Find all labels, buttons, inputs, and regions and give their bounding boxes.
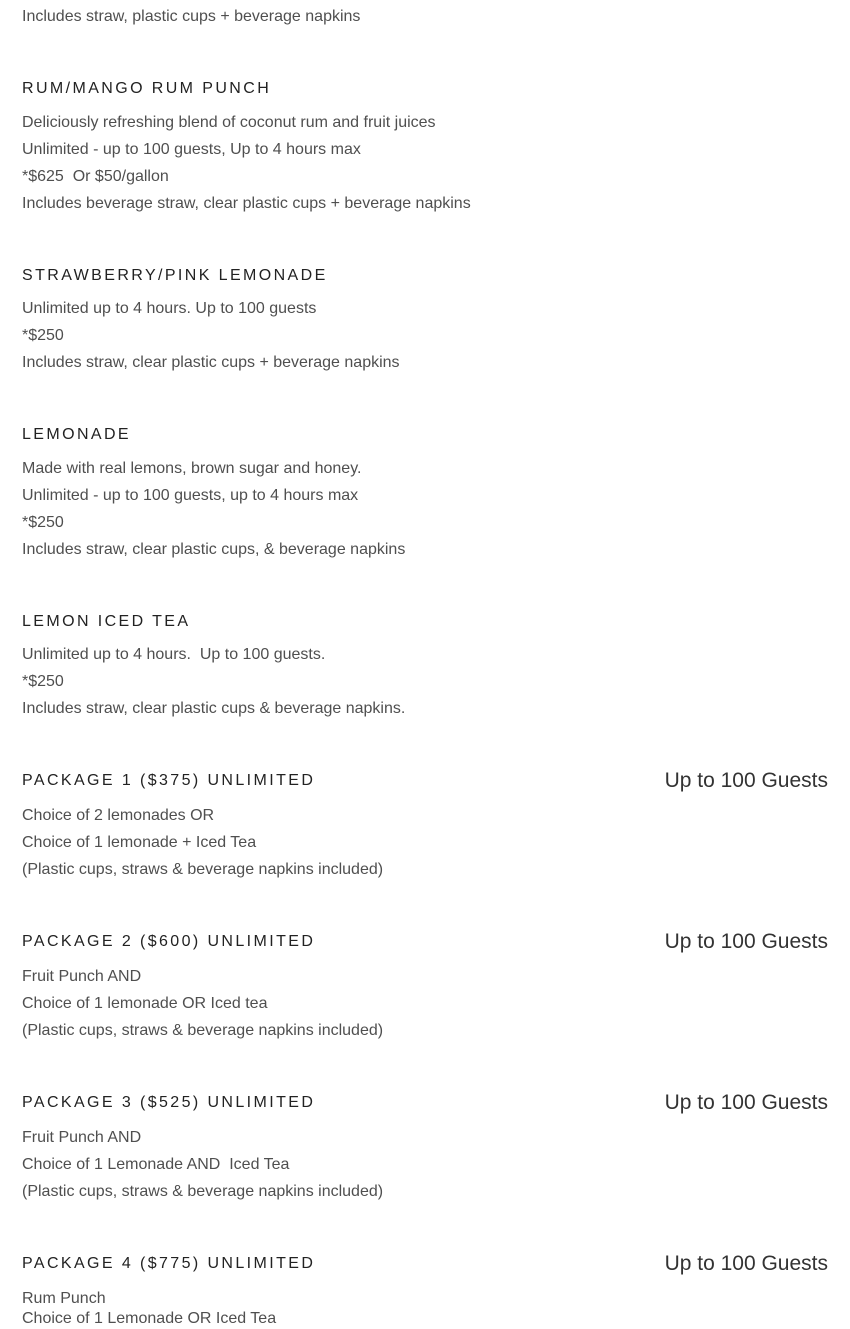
item-line: Made with real lemons, brown sugar and honey. [22,460,362,477]
package-title: PACKAGE 2 ($600) UNLIMITED [22,933,316,950]
package-line: Choice of 1 Lemonade AND Iced Tea [22,1156,290,1173]
package-line: Fruit Punch AND [22,1129,142,1146]
package-line: Choice of 1 Lemonade OR Iced Tea [22,1310,277,1327]
package-line: Choice of 2 lemonades OR [22,807,215,824]
item-line: *$250 [22,514,64,531]
package-guest-limit: Up to 100 Guests [664,1252,828,1275]
item-line: Includes beverage straw, clear plastic cups + beverage napkins [22,195,471,212]
item-line: Unlimited - up to 100 guests, up to 4 hours max [22,487,359,504]
item-title: STRAWBERRY/PINK LEMONADE [22,267,328,284]
package-line: (Plastic cups, straws & beverage napkins included) [22,1022,384,1039]
item-line: Unlimited up to 4 hours. Up to 100 guests [22,300,317,317]
package-line: Choice of 1 lemonade OR Iced tea [22,995,268,1012]
item-title: LEMON ICED TEA [22,613,191,630]
package-line: (Plastic cups, straws & beverage napkins included) [22,861,384,878]
item-line: *$250 [22,327,64,344]
item-title: RUM/MANGO RUM PUNCH [22,80,272,97]
package-line: Rum Punch [22,1290,106,1307]
item-line: Includes straw, clear plastic cups + beverage napkins [22,354,400,371]
item-line: Deliciously refreshing blend of coconut rum and fruit juices [22,114,436,131]
item-line: Unlimited - up to 100 guests, Up to 4 hours max [22,141,361,158]
package-guest-limit: Up to 100 Guests [664,1091,828,1114]
item-line: *$625 Or $50/gallon [22,168,169,185]
package-line: Choice of 1 lemonade + Iced Tea [22,834,257,851]
item-line: Includes straw, clear plastic cups, & beverage napkins [22,541,406,558]
package-guest-limit: Up to 100 Guests [664,930,828,953]
package-title: PACKAGE 1 ($375) UNLIMITED [22,772,316,789]
package-title: PACKAGE 4 ($775) UNLIMITED [22,1255,316,1272]
item-line: Unlimited up to 4 hours. Up to 100 guests. [22,646,326,663]
package-line: Fruit Punch AND [22,968,142,985]
item-line: *$250 [22,673,64,690]
item-title: LEMONADE [22,426,131,443]
package-title: PACKAGE 3 ($525) UNLIMITED [22,1094,316,1111]
item-line: Includes straw, clear plastic cups & beverage napkins. [22,700,406,717]
intro-tail-line: Includes straw, plastic cups + beverage napkins [22,8,361,25]
package-line: (Plastic cups, straws & beverage napkins included) [22,1183,384,1200]
package-guest-limit: Up to 100 Guests [664,769,828,792]
